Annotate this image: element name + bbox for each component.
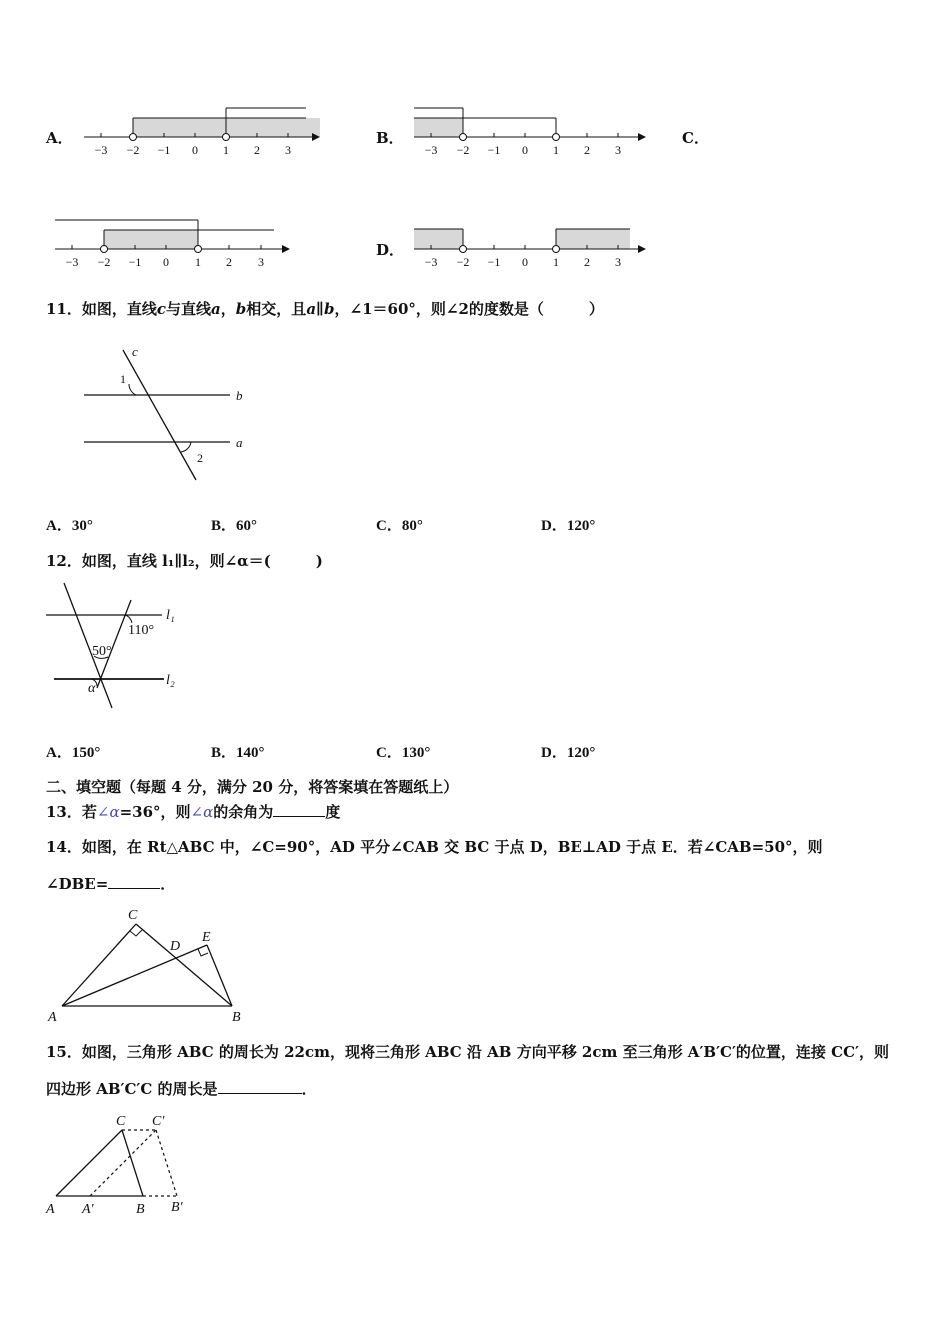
- svg-text:0: 0: [522, 255, 528, 269]
- svg-text:2: 2: [584, 143, 590, 157]
- angle-50: 50°: [92, 644, 112, 659]
- label-A: A: [48, 1010, 57, 1025]
- angle-110: 110°: [128, 623, 155, 638]
- q12-option-A: A．150°: [46, 745, 101, 761]
- svg-text:1: 1: [195, 255, 201, 269]
- label-C: C: [128, 908, 138, 923]
- svg-text:3: 3: [285, 143, 291, 157]
- svg-text:−2: −2: [97, 255, 111, 269]
- q14-line2: ∠DBE= ．: [46, 875, 176, 893]
- q11-option-A: A．30°: [46, 518, 93, 534]
- option-B-label: B．: [376, 129, 404, 147]
- q13-stem: 13．若∠α=36°，则∠α的余角为 度: [46, 803, 341, 821]
- label-A: A: [46, 1202, 55, 1217]
- option-D-label: D．: [376, 241, 405, 259]
- label-c: c: [132, 344, 138, 359]
- label-A-prime: A′: [82, 1202, 94, 1217]
- q14-figure: [44, 903, 254, 1025]
- svg-text:−1: −1: [157, 143, 171, 157]
- q12-figure: [42, 578, 192, 713]
- numberline-option-A: [80, 100, 320, 162]
- q11-option-B: B．60°: [211, 518, 258, 534]
- svg-text:−3: −3: [94, 143, 108, 157]
- svg-text:−1: −1: [128, 255, 142, 269]
- svg-text:−1: −1: [487, 143, 501, 157]
- numberline-option-C: [50, 212, 295, 274]
- svg-text:−2: −2: [456, 255, 470, 269]
- label-2: 2: [197, 451, 203, 465]
- q11-option-D: D．120°: [541, 518, 596, 534]
- svg-text:3: 3: [615, 143, 621, 157]
- label-a: a: [236, 435, 243, 450]
- label-B: B: [136, 1202, 145, 1217]
- svg-text:0: 0: [163, 255, 169, 269]
- svg-text:2: 2: [254, 143, 260, 157]
- svg-text:1: 1: [553, 143, 559, 157]
- q15-line1: 15．如图，三角形 ABC 的周长为 22cm，现将三角形 ABC 沿 AB 方向平移 2cm 至三角形 A′B′C′的位置，连接 CC′，则: [46, 1043, 889, 1061]
- svg-text:−2: −2: [126, 143, 140, 157]
- label-l1: l₁: [166, 608, 175, 623]
- label-C: C: [116, 1114, 126, 1129]
- label-1: 1: [120, 372, 126, 386]
- svg-text:−1: −1: [487, 255, 501, 269]
- label-l2: l₂: [166, 673, 175, 688]
- label-D: D: [170, 939, 181, 954]
- label-B: B: [232, 1010, 241, 1025]
- svg-text:3: 3: [258, 255, 264, 269]
- q15-answer-blank[interactable]: [218, 1080, 302, 1094]
- option-C-label: C．: [682, 129, 709, 147]
- svg-text:1: 1: [553, 255, 559, 269]
- q15-figure: [42, 1110, 202, 1220]
- numberline-option-B: [410, 100, 650, 162]
- numberline-option-D: [410, 212, 650, 274]
- label-C-prime: C′: [152, 1114, 165, 1129]
- svg-text:−3: −3: [424, 255, 438, 269]
- q13-answer-blank[interactable]: [273, 803, 325, 817]
- svg-text:−3: −3: [424, 143, 438, 157]
- q11-option-C: C．80°: [376, 518, 423, 534]
- svg-text:2: 2: [584, 255, 590, 269]
- q15-line2: 四边形 AB′C′C 的周长是 ．: [46, 1080, 317, 1098]
- section2-title: 二、填空题（每题 4 分，满分 20 分，将答案填在答题纸上）: [46, 778, 459, 796]
- svg-text:3: 3: [615, 255, 621, 269]
- label-B-prime: B′: [171, 1200, 183, 1215]
- svg-text:1: 1: [223, 143, 229, 157]
- q12-stem: 12．如图，直线 l₁∥l₂，则∠α＝( ): [46, 552, 323, 570]
- q11-stem: 11．如图，直线c与直线a，b相交，且a∥b，∠1＝60°，则∠2的度数是（ ）: [46, 300, 604, 318]
- svg-text:0: 0: [522, 143, 528, 157]
- q12-option-B: B．140°: [211, 745, 265, 761]
- option-A-label: A．: [46, 129, 73, 147]
- svg-text:−2: −2: [456, 143, 470, 157]
- svg-text:2: 2: [226, 255, 232, 269]
- q11-figure: [78, 340, 268, 490]
- label-b: b: [236, 388, 243, 403]
- q12-option-D: D．120°: [541, 745, 596, 761]
- label-E: E: [202, 930, 211, 945]
- q14-answer-blank[interactable]: [108, 875, 160, 889]
- svg-text:0: 0: [192, 143, 198, 157]
- angle-alpha: α: [88, 681, 96, 696]
- q12-option-C: C．130°: [376, 745, 431, 761]
- q14-line1: 14．如图，在 Rt△ABC 中，∠C=90°，AD 平分∠CAB 交 BC 于点 D，BE⊥AD 于点 E．若∠CAB=50°，则: [46, 838, 823, 856]
- svg-text:−3: −3: [65, 255, 79, 269]
